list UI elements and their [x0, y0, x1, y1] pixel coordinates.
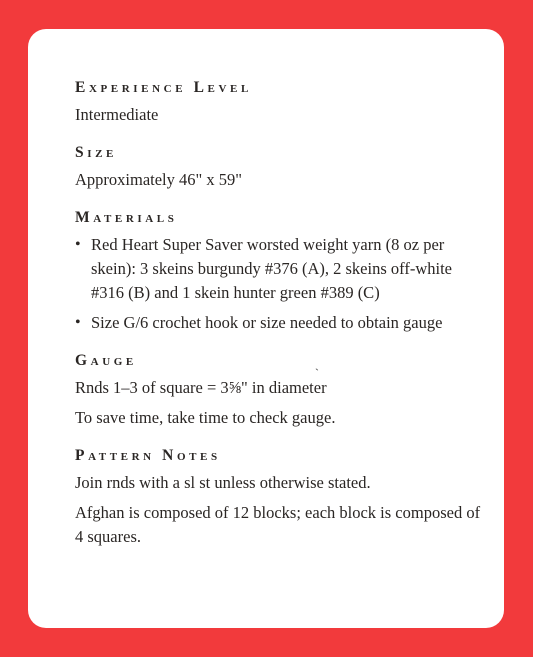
bullet-icon: • [75, 236, 81, 253]
experience-heading: Experience Level [75, 79, 252, 96]
pattern-notes-line-2: Afghan is composed of 12 blocks; each block is composed of 4 squares. [75, 503, 481, 546]
materials-list [75, 233, 484, 335]
pattern-notes-line-1: Join rnds with a sl st unless otherwise stated. [75, 473, 371, 492]
gauge-section [75, 351, 484, 430]
pattern-info-card [28, 29, 504, 628]
gauge-heading: Gauge [75, 352, 137, 369]
gauge-line-1: Rnds 1–3 of square = 3⅝" in diameter [75, 378, 327, 397]
pattern-notes-section [75, 446, 484, 549]
size-text: Approximately 46" x 59" [75, 170, 242, 189]
size-section [75, 143, 484, 192]
pattern-notes-heading: Pattern Notes [75, 447, 221, 464]
experience-text: Intermediate [75, 105, 159, 124]
list-item [75, 311, 484, 335]
list-item [75, 233, 484, 305]
materials-item-yarn: Red Heart Super Saver worsted weight yarn (8 oz per skein): 3 skeins burgundy #376 (A), 2 skeins off-white #316 (B) and 1 skein hunter green #389 (C) [91, 235, 452, 302]
materials-item-hook: Size G/6 crochet hook or size needed to obtain gauge [91, 313, 443, 332]
materials-section [75, 208, 484, 335]
stray-mark: ` [315, 366, 319, 380]
materials-heading: Materials [75, 209, 178, 226]
gauge-line-2: To save time, take time to check gauge. [75, 408, 336, 427]
experience-section [75, 78, 484, 127]
size-heading: Size [75, 144, 117, 161]
bullet-icon: • [75, 314, 81, 331]
